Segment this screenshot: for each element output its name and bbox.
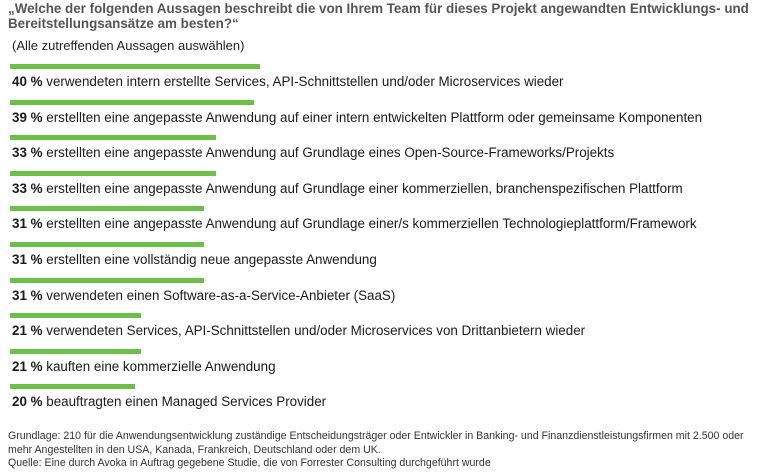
category-label: erstellten eine angepasste Anwendung auf einer intern entwickelten Plattform oder gemeinsame Komponenten bbox=[42, 109, 703, 125]
chart-row-label bbox=[12, 110, 702, 126]
chart-bar bbox=[10, 135, 216, 140]
chart-row-label bbox=[12, 145, 614, 161]
chart-row-label bbox=[12, 181, 683, 197]
chart-bar bbox=[10, 64, 260, 69]
chart-row-label bbox=[12, 216, 697, 232]
chart-bar bbox=[10, 384, 135, 389]
chart-bar bbox=[10, 206, 204, 211]
question-subtitle: (Alle zutreffenden Aussagen auswählen) bbox=[12, 38, 245, 53]
chart-bar bbox=[10, 100, 254, 105]
category-label: erstellten eine vollständig neue angepasste Anwendung bbox=[42, 252, 377, 267]
data-label: 40 % bbox=[12, 74, 43, 89]
footer-basis: Grundlage: 210 für die Anwendungsentwicklung zuständige Entscheidungsträger oder Entwickler in Banking- und Finanzdienstleistungsfirmen mit 2.500 oder mehr Angestellten in den USA, Kanada, Frankreich, Deutschland oder dem UK. bbox=[8, 430, 744, 456]
chart-bar bbox=[10, 278, 204, 283]
footer-source: Quelle: Eine durch Avoka in Auftrag gegebene Studie, die von Forrester Consulting durchgeführt wurde bbox=[8, 457, 491, 469]
chart-bar bbox=[10, 171, 216, 176]
chart-row-label bbox=[12, 323, 585, 339]
chart-row-label bbox=[12, 252, 377, 268]
chart-row-label bbox=[12, 74, 564, 90]
data-label: 21 % bbox=[12, 323, 43, 339]
chart-footer bbox=[8, 430, 756, 471]
chart-bar bbox=[10, 349, 141, 354]
category-label: kauften eine kommerzielle Anwendung bbox=[42, 358, 276, 374]
category-label: verwendeten Services, API-Schnittstellen und/oder Microservices von Drittanbietern wieder bbox=[42, 323, 586, 339]
category-label: beauftragten einen Managed Services Provider bbox=[42, 394, 327, 410]
data-label: 20 % bbox=[12, 394, 43, 410]
chart-bar bbox=[10, 242, 204, 247]
category-label: erstellten eine angepasste Anwendung auf Grundlage einer/s kommerziellen Technologieplattform/Framework bbox=[42, 216, 697, 232]
data-label: 31 % bbox=[12, 252, 43, 267]
chart-row-label bbox=[12, 288, 395, 304]
category-label: verwendeten einen Software-as-a-Service-Anbieter (SaaS) bbox=[42, 287, 396, 303]
data-label: 21 % bbox=[12, 358, 43, 374]
chart-row-label bbox=[12, 394, 326, 410]
category-label: erstellten eine angepasste Anwendung auf Grundlage einer kommerziellen, branchenspezifischen Plattform bbox=[42, 180, 683, 196]
data-label: 31 % bbox=[12, 287, 43, 303]
chart-row-label bbox=[12, 359, 276, 375]
category-label: verwendeten intern erstellte Services, API-Schnittstellen und/oder Microservices wieder bbox=[42, 74, 564, 89]
question-title: „Welche der folgenden Aussagen beschreibt die von Ihrem Team für dieses Projekt angewandten Entwicklungs- und Bereitstellungsansätze am besten?“ bbox=[8, 1, 749, 31]
data-label: 31 % bbox=[12, 216, 43, 232]
category-label: erstellten eine angepasste Anwendung auf Grundlage eines Open-Source-Frameworks/Projekts bbox=[42, 145, 615, 161]
chart-bar bbox=[10, 313, 141, 318]
data-label: 39 % bbox=[12, 109, 43, 125]
data-label: 33 % bbox=[12, 180, 43, 196]
data-label: 33 % bbox=[12, 145, 43, 161]
